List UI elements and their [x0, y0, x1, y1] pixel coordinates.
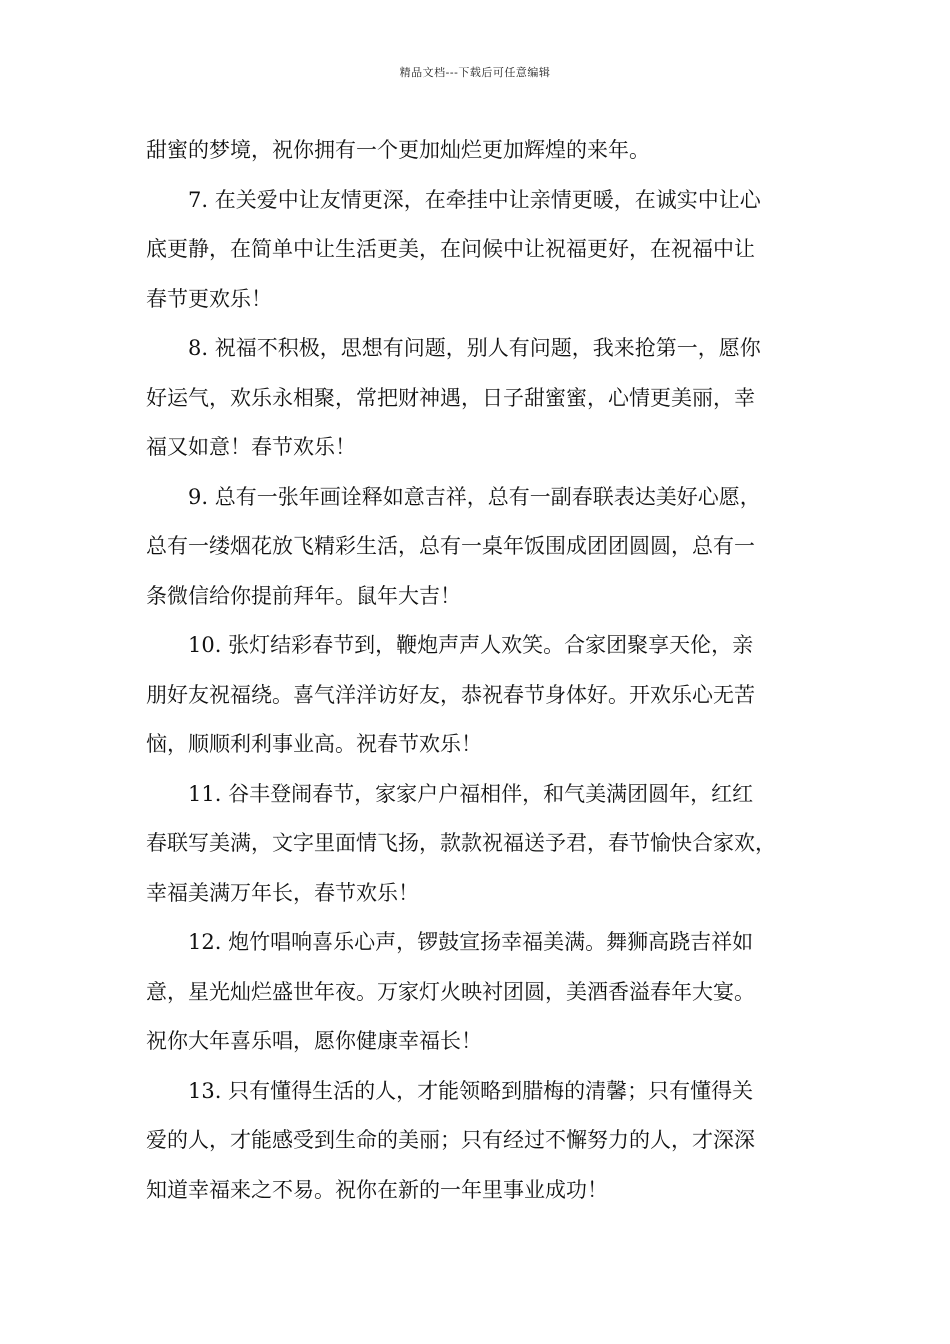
paragraph-start-line: 10. 张灯结彩春节到，鞭炮声声人欢笑。合家团聚享天伦，亲: [188, 633, 754, 657]
text-line: 甜蜜的梦境，祝你拥有一个更加灿烂更加辉煌的来年。: [146, 138, 650, 162]
text-line: 春联写美满，文字里面情飞扬，款款祝福送予君，春节愉快合家欢，: [146, 831, 776, 855]
paragraph-start-line: 12. 炮竹唱响喜乐心声，锣鼓宣扬幸福美满。舞狮高跷吉祥如: [188, 930, 754, 954]
paragraph-start-line: 9. 总有一张年画诠释如意吉祥，总有一副春联表达美好心愿，: [188, 484, 761, 509]
text-line: 条微信给你提前拜年。鼠年大吉！: [146, 583, 461, 608]
document-body: [146, 126, 816, 1215]
paragraph-start-line: 13. 只有懂得生活的人，才能领略到腊梅的清馨；只有懂得关: [188, 1078, 754, 1103]
text-line: 春节更欢乐！: [146, 286, 272, 311]
text-line: 幸福美满万年长，春节欢乐！: [146, 880, 419, 905]
text-line: 祝你大年喜乐唱，愿你健康幸福长！: [146, 1029, 482, 1053]
text-line: 福又如意！春节欢乐！: [146, 435, 356, 459]
text-line: 爱的人，才能感受到生命的美丽；只有经过不懈努力的人，才深深: [146, 1128, 755, 1152]
text-line: 意，星光灿烂盛世年夜。万家灯火映衬团圆，美酒香溢春年大宴。: [146, 979, 755, 1004]
paragraph-start-line: 11. 谷丰登闹春节，家家户户福相伴，和气美满团圆年，红红: [188, 781, 754, 806]
paragraph-start-line: 7. 在关爱中让友情更深，在牵挂中让亲情更暖，在诚实中让心: [188, 187, 761, 212]
text-line: 好运气，欢乐永相聚，常把财神遇，日子甜蜜蜜，心情更美丽，幸: [146, 385, 755, 410]
text-line: 朋好友祝福绕。喜气洋洋访好友，恭祝春节身体好。开欢乐心无苦: [146, 682, 755, 707]
paragraph-start-line: 8. 祝福不积极，思想有问题，别人有问题，我来抢第一，愿你: [188, 336, 761, 360]
text-line: 总有一缕烟花放飞精彩生活，总有一桌年饭围成团团圆圆，总有一: [146, 534, 755, 558]
page-header: 精品文档---下载后可任意编辑: [399, 66, 551, 79]
text-line: 恼，顺顺利利事业高。祝春节欢乐！: [146, 732, 482, 756]
text-line: 知道幸福来之不易。祝你在新的一年里事业成功！: [146, 1177, 608, 1202]
text-line: 底更静，在简单中让生活更美，在问候中让祝福更好，在祝福中让: [146, 237, 755, 261]
